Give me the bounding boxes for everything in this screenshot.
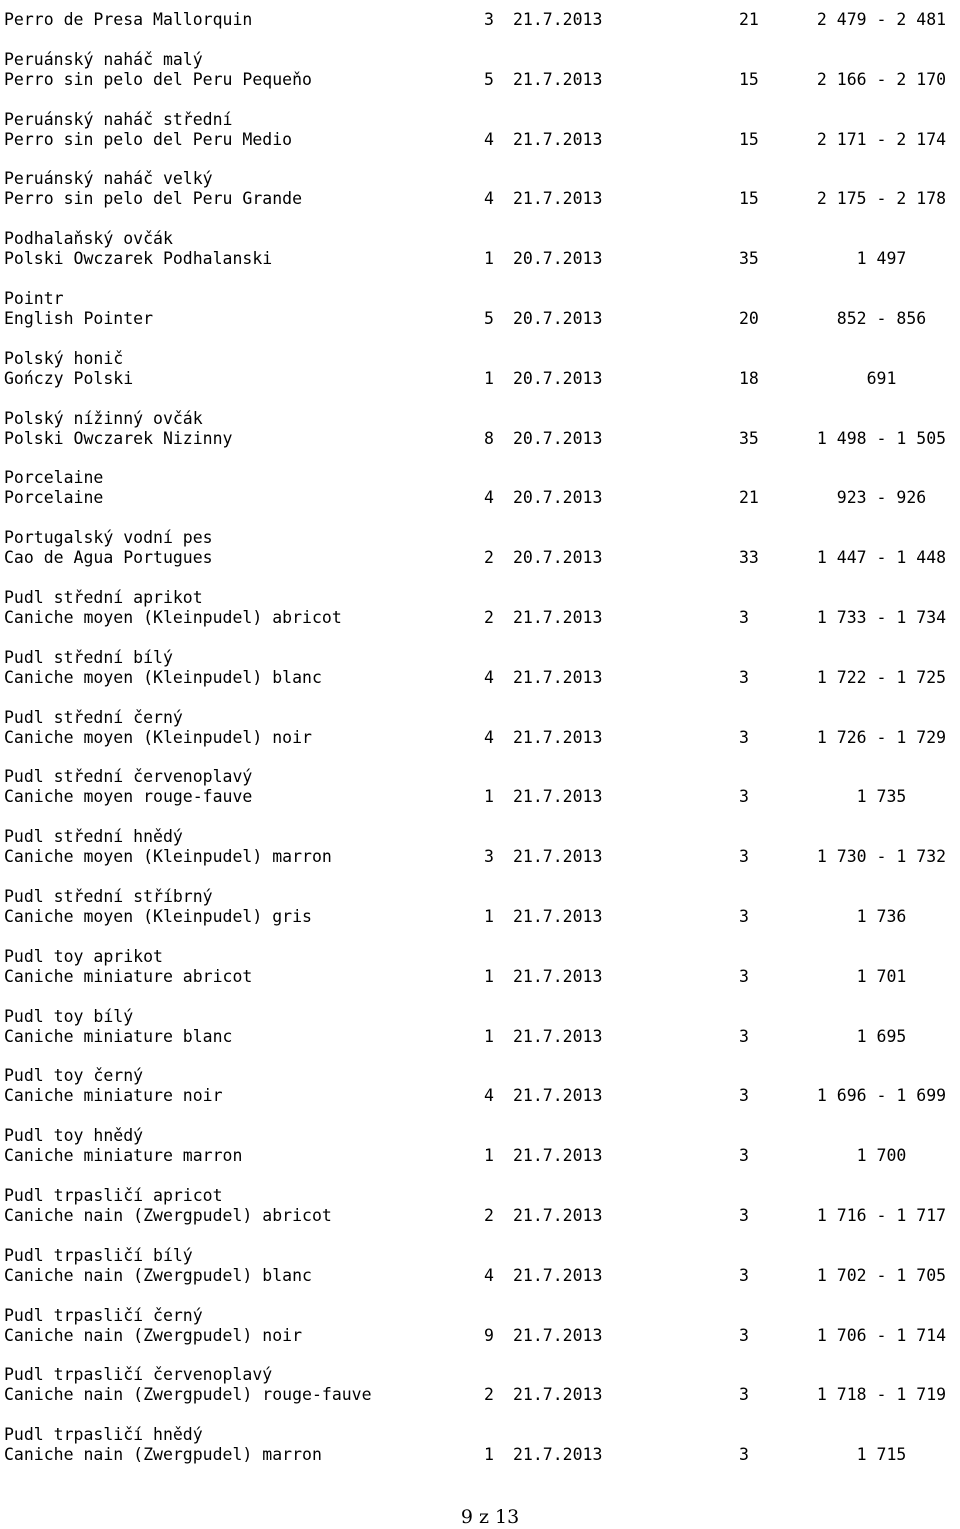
catalog-range: 2 175 - 2 178: [816, 189, 947, 209]
breed-name-cz: Pudl toy hnědý: [4, 1126, 144, 1146]
group-number: 3: [739, 966, 749, 986]
table-row: [0, 1186, 960, 1226]
litter-count: 1: [484, 249, 494, 269]
page-number: 9 z 13: [460, 1506, 520, 1528]
breed-name-original: Caniche moyen (Kleinpudel) noir: [4, 727, 312, 747]
table-row: [0, 169, 960, 209]
breed-name-original: Caniche miniature noir: [4, 1086, 223, 1106]
group-number: 3: [739, 1385, 749, 1405]
group-number: 21: [739, 10, 759, 29]
catalog-range: 923 - 926: [836, 488, 927, 508]
group-number: 21: [739, 488, 759, 508]
show-date: 21.7.2013: [513, 667, 603, 687]
table-row: [0, 827, 960, 867]
breed-name-cz: Podhalaňský ovčák: [4, 229, 173, 249]
breed-name-original: Caniche moyen (Kleinpudel) blanc: [4, 667, 322, 687]
table-row: [0, 110, 960, 150]
group-number: 3: [739, 1265, 749, 1285]
catalog-range: 852 - 856: [836, 309, 927, 328]
catalog-range: 1 701: [856, 966, 907, 986]
table-row: [0, 1066, 960, 1106]
show-date: 21.7.2013: [513, 10, 603, 29]
litter-count: 1: [484, 1026, 494, 1046]
catalog-range: 1 497: [856, 249, 907, 269]
table-row: [0, 887, 960, 927]
show-date: 20.7.2013: [513, 249, 603, 269]
show-date: 21.7.2013: [513, 907, 603, 926]
catalog-range: 1 696 - 1 699: [816, 1086, 947, 1106]
group-number: 3: [739, 608, 749, 627]
breed-name-cz: Pudl toy aprikot: [4, 946, 163, 966]
catalog-range: 1 702 - 1 705: [816, 1265, 947, 1285]
group-number: 3: [739, 727, 749, 747]
catalog-range: 2 166 - 2 170: [816, 69, 947, 89]
group-number: 20: [739, 309, 759, 328]
breed-name-original: Caniche nain (Zwergpudel) blanc: [4, 1265, 312, 1285]
table-row: [0, 1007, 960, 1047]
litter-count: 1: [484, 1146, 494, 1166]
show-date: 20.7.2013: [513, 548, 603, 568]
catalog-range: 1 736: [856, 907, 907, 926]
show-date: 20.7.2013: [513, 428, 603, 448]
show-date: 21.7.2013: [513, 129, 603, 149]
breed-name-original: Cao de Agua Portugues: [4, 548, 213, 568]
breed-name-cz: Pudl trpasličí bílý: [4, 1245, 193, 1265]
show-date: 21.7.2013: [513, 608, 603, 627]
breed-name-cz: Peruánský naháč malý: [4, 49, 203, 69]
litter-count: 8: [484, 428, 494, 448]
show-date: 21.7.2013: [513, 727, 603, 747]
group-number: 3: [739, 787, 749, 807]
litter-count: 1: [484, 787, 494, 807]
group-number: 3: [739, 1086, 749, 1106]
catalog-range: 1 498 - 1 505: [816, 428, 947, 448]
breed-name-cz: Pudl trpasličí apricot: [4, 1186, 223, 1205]
catalog-range: 2 479 - 2 481: [816, 10, 947, 29]
breed-name-cz: Pudl trpasličí černý: [4, 1305, 203, 1325]
show-date: 21.7.2013: [513, 847, 603, 867]
group-number: 3: [739, 907, 749, 926]
show-date: 20.7.2013: [513, 488, 603, 508]
breed-name-cz: Pudl střední černý: [4, 707, 183, 727]
show-date: 20.7.2013: [513, 368, 603, 388]
group-number: 35: [739, 249, 759, 269]
breed-name-cz: Pudl střední hnědý: [4, 827, 183, 847]
catalog-range: 1 733 - 1 734: [816, 608, 947, 627]
breed-name-original: Perro sin pelo del Peru Grande: [4, 189, 303, 209]
breed-name-cz: Pudl toy černý: [4, 1066, 144, 1086]
show-date: 21.7.2013: [513, 1385, 603, 1405]
group-number: 15: [739, 129, 759, 149]
table-row: [0, 409, 960, 449]
breed-name-original: Caniche miniature marron: [4, 1146, 243, 1166]
litter-count: 2: [484, 608, 494, 627]
catalog-range: 1 695: [856, 1026, 907, 1046]
table-row: [0, 648, 960, 688]
litter-count: 9: [484, 1325, 494, 1345]
show-date: 21.7.2013: [513, 1265, 603, 1285]
litter-count: 1: [484, 966, 494, 986]
table-row: [0, 289, 960, 329]
breed-name-cz: Porcelaine: [4, 468, 104, 488]
catalog-range: 1 726 - 1 729: [816, 727, 947, 747]
show-date: 21.7.2013: [513, 1086, 603, 1106]
litter-count: 4: [484, 1265, 494, 1285]
table-row: [0, 229, 960, 269]
breed-name-cz: Pudl střední červenoplavý: [4, 767, 253, 787]
catalog-range: 1 722 - 1 725: [816, 667, 947, 687]
litter-count: 5: [484, 69, 494, 89]
breed-name-original: Polski Owczarek Podhalanski: [4, 249, 273, 269]
table-row: [0, 50, 960, 90]
group-number: 3: [739, 1026, 749, 1046]
catalog-range: 1 715: [856, 1445, 907, 1465]
breed-name-cz: Pudl střední aprikot: [4, 588, 203, 607]
breed-name-original: Caniche nain (Zwergpudel) rouge-fauve: [4, 1385, 372, 1405]
breed-name-original: Perro sin pelo del Peru Medio: [4, 129, 293, 149]
group-number: 18: [739, 368, 759, 388]
group-number: 3: [739, 667, 749, 687]
breed-name-original: Polski Owczarek Nizinny: [4, 428, 233, 448]
breed-name-original: Caniche moyen (Kleinpudel) marron: [4, 847, 332, 867]
breed-name-cz: Peruánský naháč velký: [4, 169, 213, 189]
breed-name-original: Caniche nain (Zwergpudel) noir: [4, 1325, 303, 1345]
breed-name-original: Caniche moyen rouge-fauve: [4, 787, 253, 807]
breed-name-cz: Pointr: [4, 289, 64, 308]
breed-name-cz: Polský nížinný ovčák: [4, 408, 203, 428]
litter-count: 4: [484, 1086, 494, 1106]
breed-name-original: Porcelaine: [4, 488, 104, 508]
litter-count: 2: [484, 1385, 494, 1405]
breed-name-cz: Pudl trpasličí hnědý: [4, 1425, 203, 1445]
group-number: 15: [739, 69, 759, 89]
table-row: [0, 0, 960, 30]
catalog-range: 1 730 - 1 732: [816, 847, 947, 867]
litter-count: 3: [484, 847, 494, 867]
group-number: 15: [739, 189, 759, 209]
breed-name-original: Caniche moyen (Kleinpudel) abricot: [4, 608, 342, 627]
breed-name-cz: Portugalský vodní pes: [4, 528, 213, 548]
catalog-range: 1 706 - 1 714: [816, 1325, 947, 1345]
table-row: [0, 1126, 960, 1166]
group-number: 3: [739, 847, 749, 867]
breed-name-original: Gończy Polski: [4, 368, 134, 388]
table-row: [0, 468, 960, 508]
breed-name-original: Caniche moyen (Kleinpudel) gris: [4, 907, 312, 926]
table-row: [0, 1365, 960, 1405]
catalog-range: 691: [866, 368, 897, 388]
show-date: 21.7.2013: [513, 1146, 603, 1166]
litter-count: 4: [484, 727, 494, 747]
litter-count: 4: [484, 667, 494, 687]
catalog-range: 1 447 - 1 448: [816, 548, 947, 568]
show-date: 21.7.2013: [513, 189, 603, 209]
litter-count: 4: [484, 129, 494, 149]
group-number: 33: [739, 548, 759, 568]
table-row: [0, 588, 960, 628]
breed-name-cz: Pudl trpasličí červenoplavý: [4, 1365, 273, 1385]
show-date: 21.7.2013: [513, 966, 603, 986]
table-row: [0, 767, 960, 807]
breed-name-cz: Polský honič: [4, 348, 124, 368]
table-row: [0, 1306, 960, 1346]
litter-count: 2: [484, 548, 494, 568]
breed-name-original: Perro de Presa Mallorquin: [4, 10, 253, 29]
litter-count: 5: [484, 309, 494, 328]
group-number: 35: [739, 428, 759, 448]
catalog-range: 2 171 - 2 174: [816, 129, 947, 149]
breed-name-cz: Peruánský naháč střední: [4, 109, 233, 129]
breed-name-original: English Pointer: [4, 309, 154, 328]
table-row: [0, 349, 960, 389]
breed-name-original: Caniche miniature abricot: [4, 966, 253, 986]
show-date: 21.7.2013: [513, 1325, 603, 1345]
litter-count: 2: [484, 1206, 494, 1225]
litter-count: 4: [484, 189, 494, 209]
table-row: [0, 947, 960, 987]
litter-count: 4: [484, 488, 494, 508]
catalog-range: 1 735: [856, 787, 907, 807]
group-number: 3: [739, 1325, 749, 1345]
table-row: [0, 1246, 960, 1286]
breed-name-original: Caniche nain (Zwergpudel) abricot: [4, 1206, 332, 1225]
show-date: 21.7.2013: [513, 1206, 603, 1225]
catalog-range: 1 716 - 1 717: [816, 1206, 947, 1225]
show-date: 20.7.2013: [513, 309, 603, 328]
litter-count: 1: [484, 368, 494, 388]
breed-name-original: Caniche nain (Zwergpudel) marron: [4, 1445, 322, 1465]
show-date: 21.7.2013: [513, 1026, 603, 1046]
breed-name-cz: Pudl střední bílý: [4, 647, 173, 667]
litter-count: 1: [484, 907, 494, 926]
table-row: [0, 1425, 960, 1465]
breed-name-original: Perro sin pelo del Peru Pequeňo: [4, 69, 312, 89]
table-row: [0, 708, 960, 748]
catalog-range: 1 718 - 1 719: [816, 1385, 947, 1405]
group-number: 3: [739, 1146, 749, 1166]
breed-name-original: Caniche miniature blanc: [4, 1026, 233, 1046]
table-row: [0, 528, 960, 568]
show-date: 21.7.2013: [513, 787, 603, 807]
breed-name-cz: Pudl střední stříbrný: [4, 887, 213, 906]
catalog-range: 1 700: [856, 1146, 907, 1166]
litter-count: 3: [484, 10, 494, 29]
group-number: 3: [739, 1206, 749, 1225]
breed-name-cz: Pudl toy bílý: [4, 1006, 134, 1026]
litter-count: 1: [484, 1445, 494, 1465]
show-date: 21.7.2013: [513, 1445, 603, 1465]
show-date: 21.7.2013: [513, 69, 603, 89]
group-number: 3: [739, 1445, 749, 1465]
